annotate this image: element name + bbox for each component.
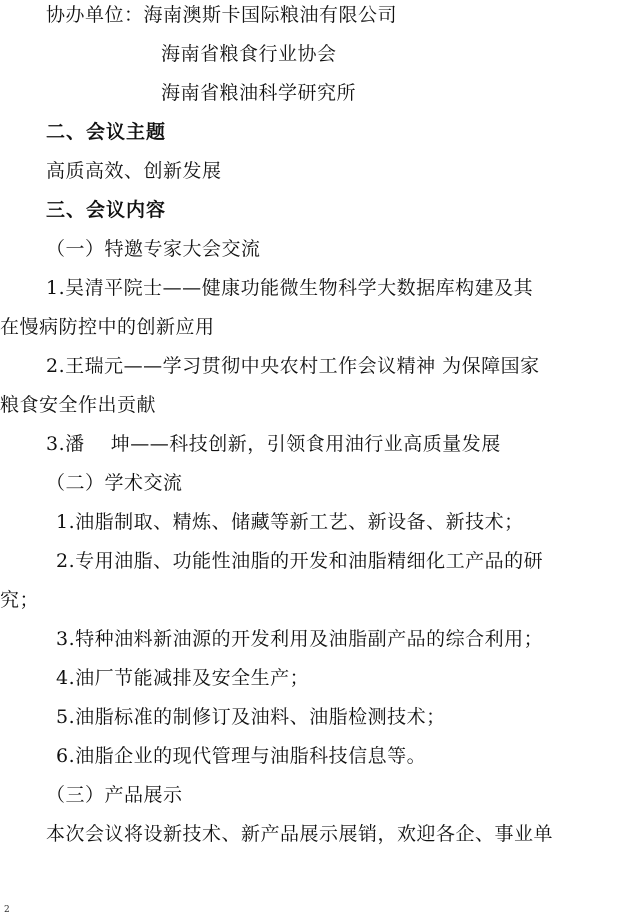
- list-item: 4.油厂节能减排及安全生产；: [56, 667, 310, 689]
- list-item: 2.专用油脂、功能性油脂的开发和油脂精细化工产品的研: [56, 550, 544, 572]
- list-item-continuation: 粮食安全作出贡献: [0, 394, 157, 416]
- subsection-heading: （三）产品展示: [46, 784, 183, 806]
- section-body: 高质高效、创新发展: [46, 160, 222, 182]
- page-number: 2: [4, 905, 10, 915]
- list-item: 6.油脂企业的现代管理与油脂科技信息等。: [56, 745, 427, 767]
- organizers-line-1: [46, 2, 397, 28]
- list-item: 1.油脂制取、精炼、储藏等新工艺、新设备、新技术；: [56, 511, 524, 533]
- section-heading: 三、会议内容: [46, 199, 167, 221]
- organizer-unit: 海南省粮食行业协会: [161, 43, 337, 65]
- list-item: 3.潘 坤——科技创新，引领食用油行业高质量发展: [46, 433, 501, 455]
- list-item: 5.油脂标准的制修订及油料、油脂检测技术；: [56, 706, 446, 728]
- list-item-continuation: 究；: [0, 589, 40, 611]
- subsection-heading: （二）学术交流: [46, 472, 183, 494]
- list-item: 3.特种油料新油源的开发利用及油脂副产品的综合利用；: [56, 628, 544, 650]
- organizer-unit: 海南省粮油科学研究所: [161, 82, 357, 104]
- organizer-unit: 海南澳斯卡国际粮油有限公司: [143, 4, 398, 26]
- organizers-label: 协办单位：: [46, 4, 144, 26]
- section-heading: 二、会议主题: [46, 121, 167, 143]
- list-item: 2.王瑞元——学习贯彻中央农村工作会议精神 为保障国家: [46, 355, 540, 377]
- list-item: 1.吴清平院士——健康功能微生物科学大数据库构建及其: [46, 277, 534, 299]
- list-item-continuation: 在慢病防控中的创新应用: [0, 316, 215, 338]
- subsection-heading: （一）特邀专家大会交流: [46, 238, 261, 260]
- section-body: 本次会议将设新技术、新产品展示展销，欢迎各企、事业单: [46, 823, 554, 845]
